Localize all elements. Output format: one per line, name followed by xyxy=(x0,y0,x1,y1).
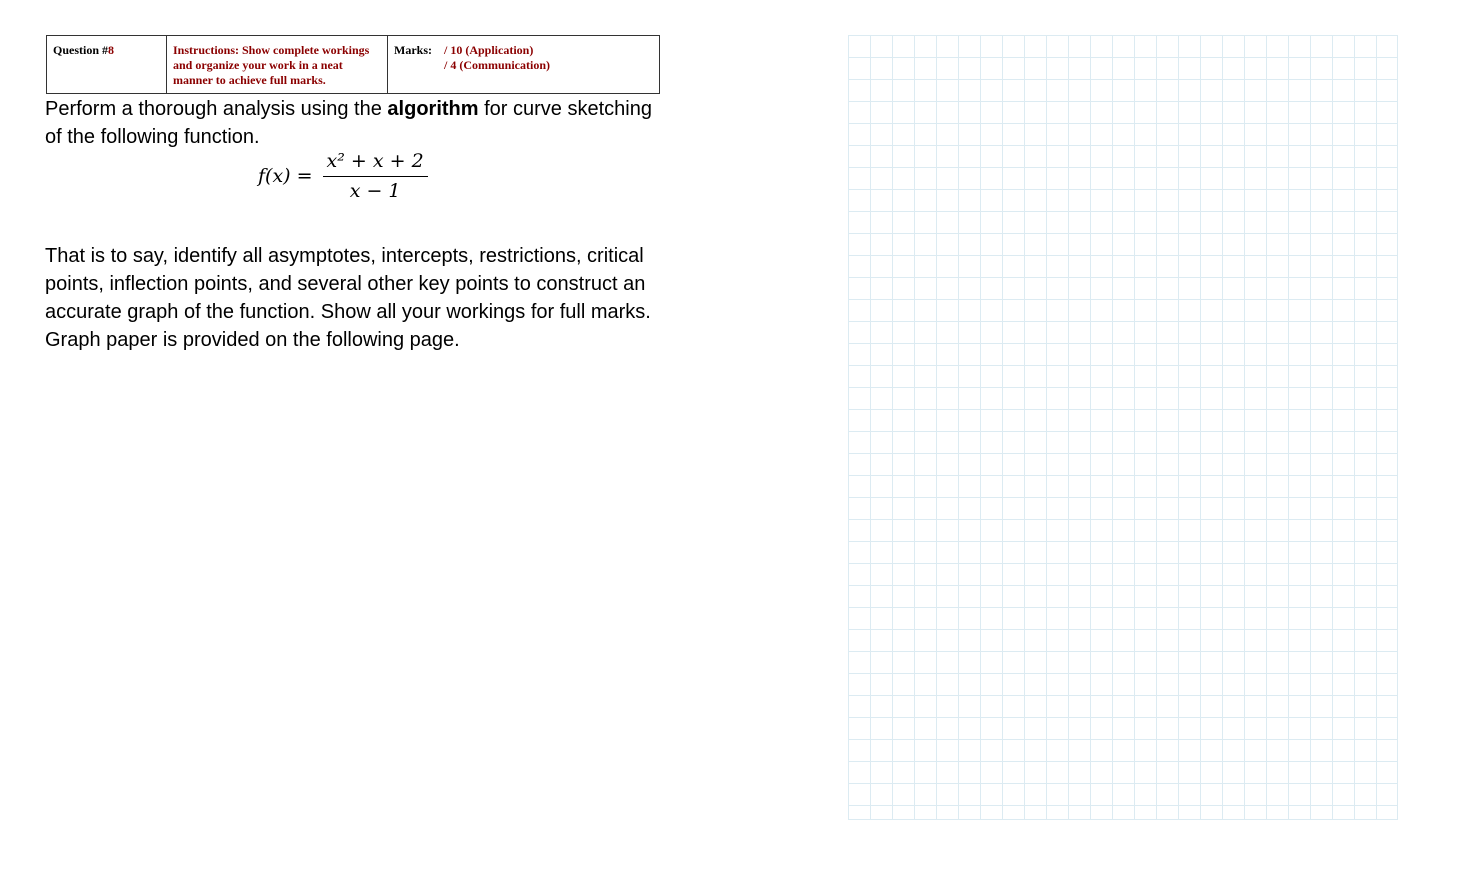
function-formula xyxy=(258,150,428,202)
intro-text-end: for curve sketching of the following function. xyxy=(45,98,652,148)
task-paragraph: That is to say, identify all asymptotes, intercepts, restrictions, critical points, inflection points, and several other key points to construct an accurate graph of the function. Show all your workings for full marks. Graph paper is provided on the following page. xyxy=(45,245,651,351)
intro-text: Perform a thorough analysis using the xyxy=(45,98,388,120)
question-header-table xyxy=(46,35,660,94)
marks-application: / 10 (Application) xyxy=(444,43,534,57)
formula-denominator: x − 1 xyxy=(349,180,401,202)
intro-bold: algorithm xyxy=(387,98,479,120)
marks-cell xyxy=(388,36,659,93)
marks-list xyxy=(444,43,550,93)
graph-paper xyxy=(848,35,1398,820)
formula-lhs: f(x) = xyxy=(258,165,313,187)
formula-fraction xyxy=(323,150,428,202)
marks-label: Marks: xyxy=(394,43,432,57)
question-number: 8 xyxy=(108,43,115,57)
marks-communication: / 4 (Communication) xyxy=(444,58,550,72)
intro-paragraph xyxy=(45,95,665,151)
formula-numerator: x² + x + 2 xyxy=(323,150,428,177)
question-cell xyxy=(47,36,167,93)
instructions-cell: Instructions: Show complete workings and organize your work in a neat manner to achieve full marks. xyxy=(167,36,388,93)
question-label: Question # xyxy=(53,43,109,57)
